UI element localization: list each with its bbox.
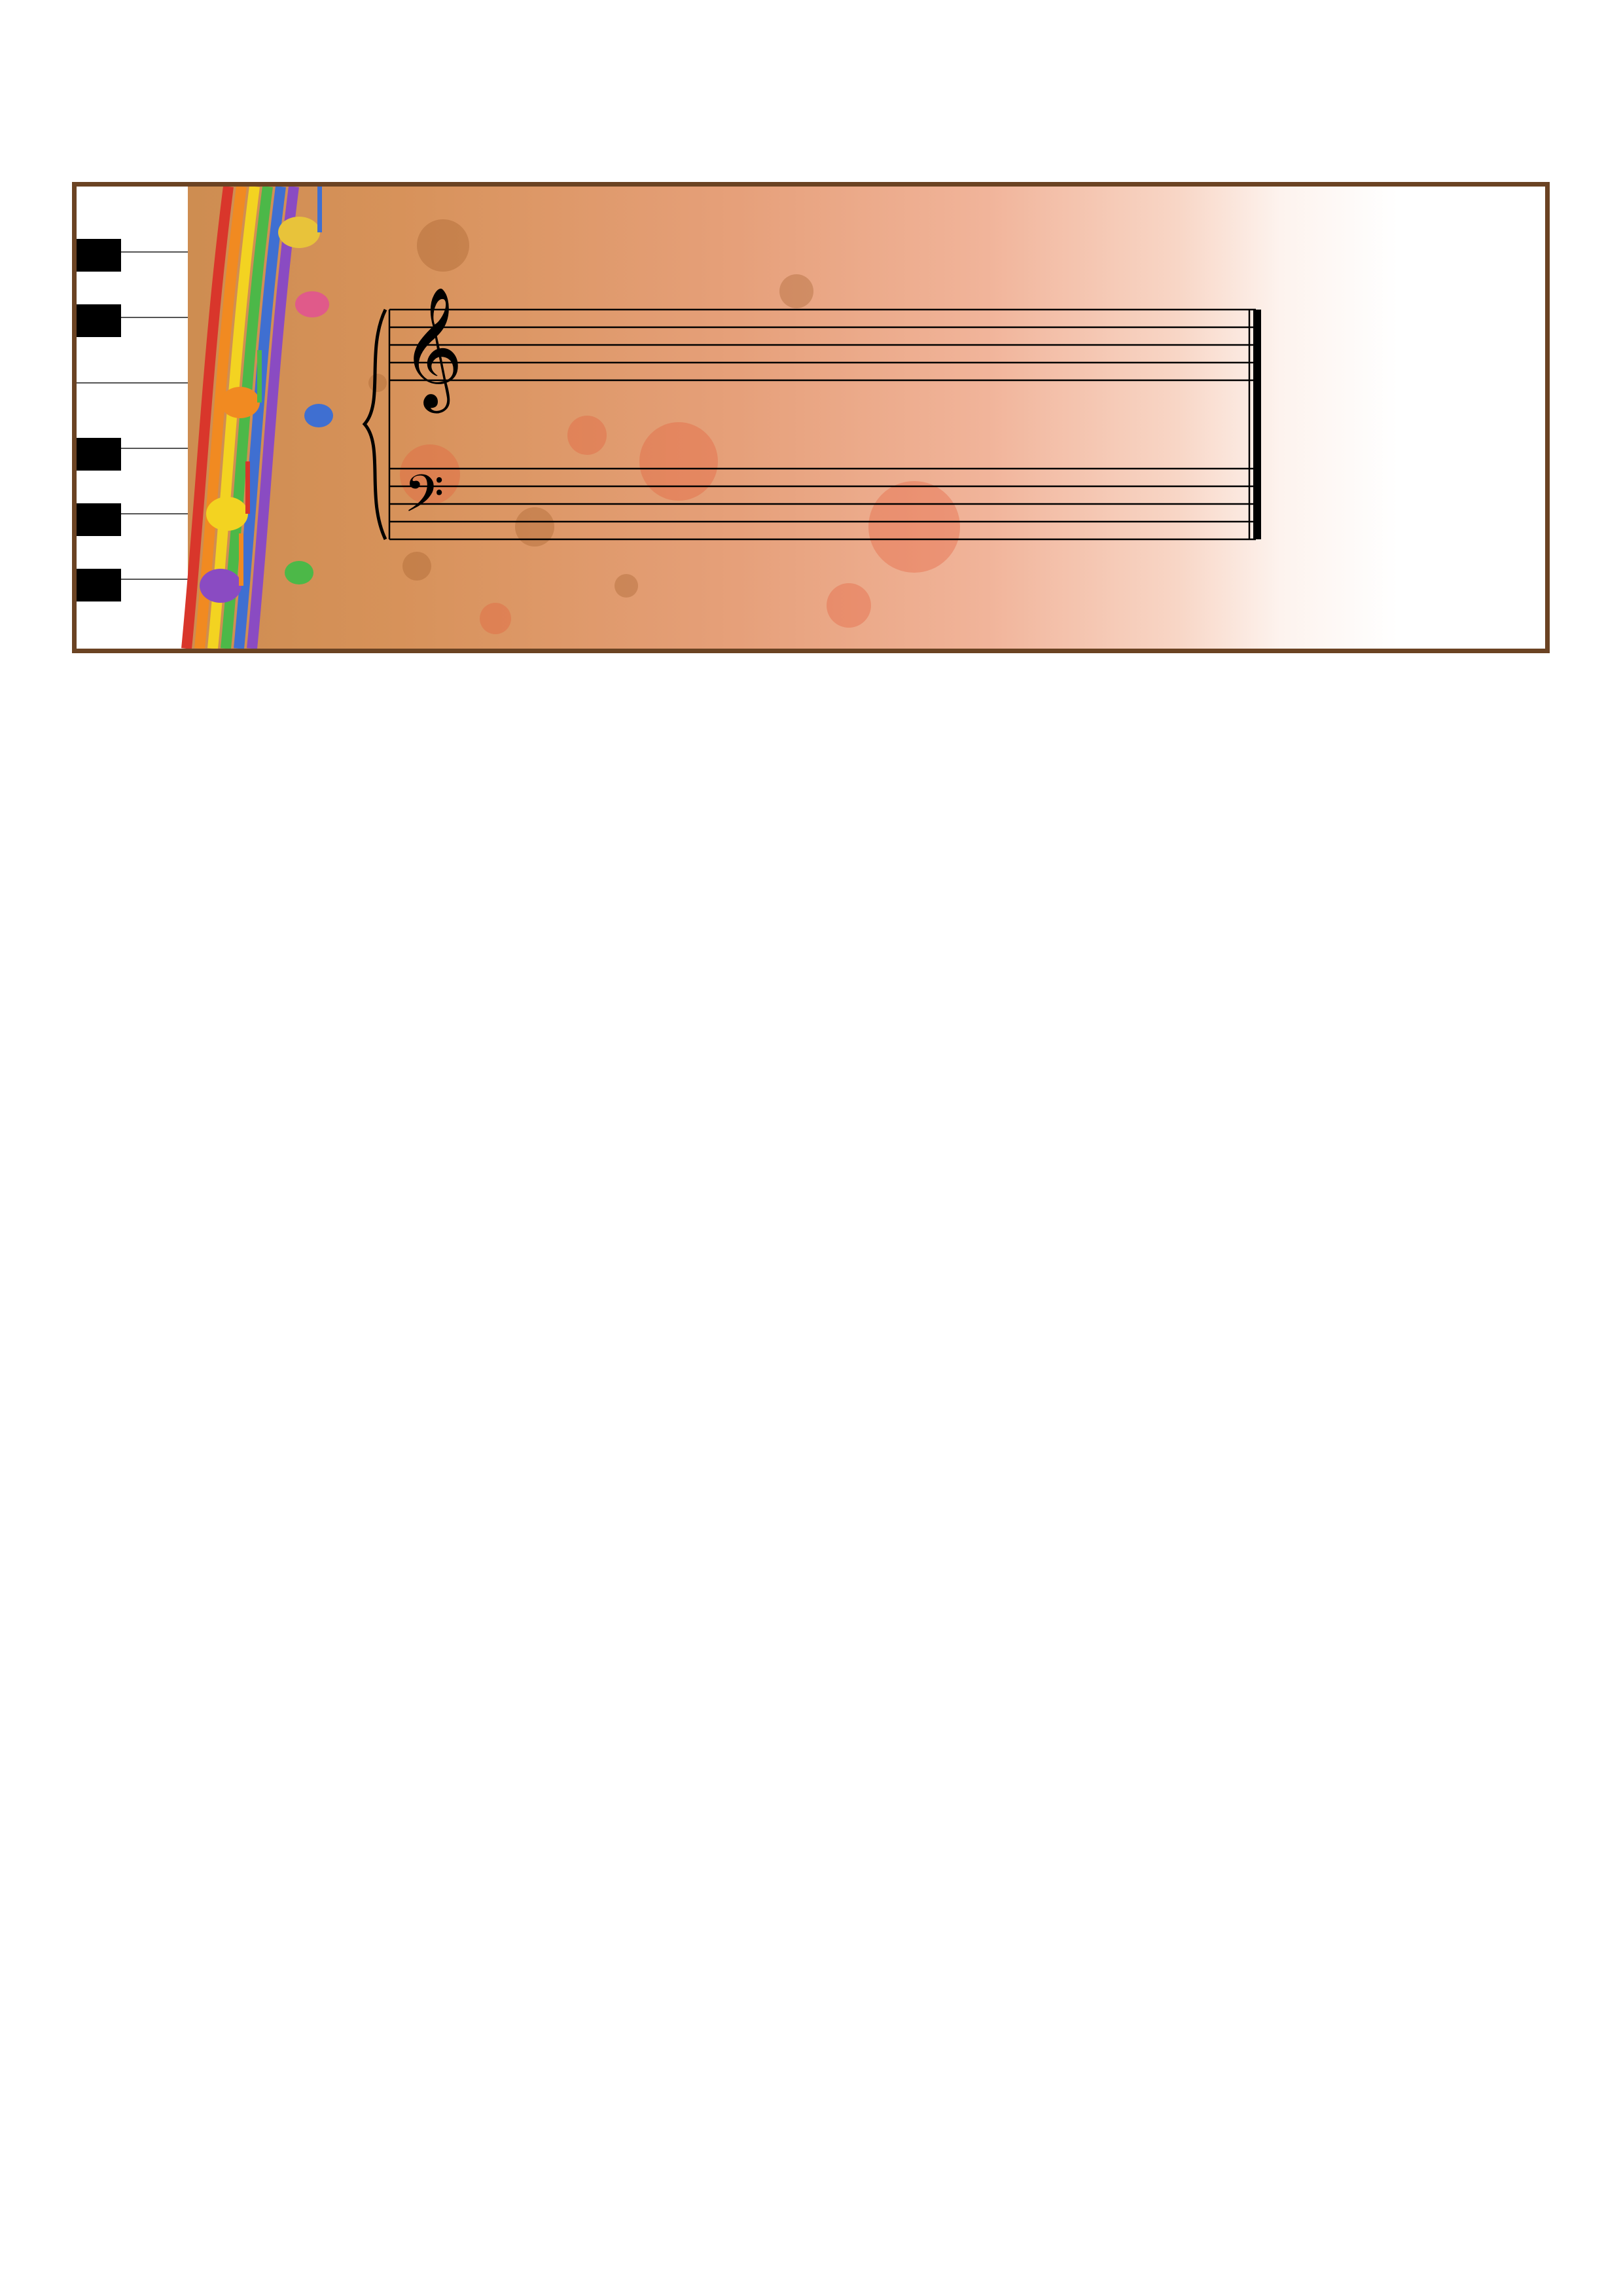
bass-clef-icon: 𝄢	[404, 463, 444, 537]
score-kleiner-ragtime-system-1	[0, 929, 1623, 1296]
banner-labels	[77, 187, 1545, 649]
score-auf-der-wippe	[0, 1846, 1623, 2212]
score-kleiner-ragtime-system-2	[0, 1316, 1623, 1656]
treble-clef-icon: 𝄞	[401, 285, 463, 408]
